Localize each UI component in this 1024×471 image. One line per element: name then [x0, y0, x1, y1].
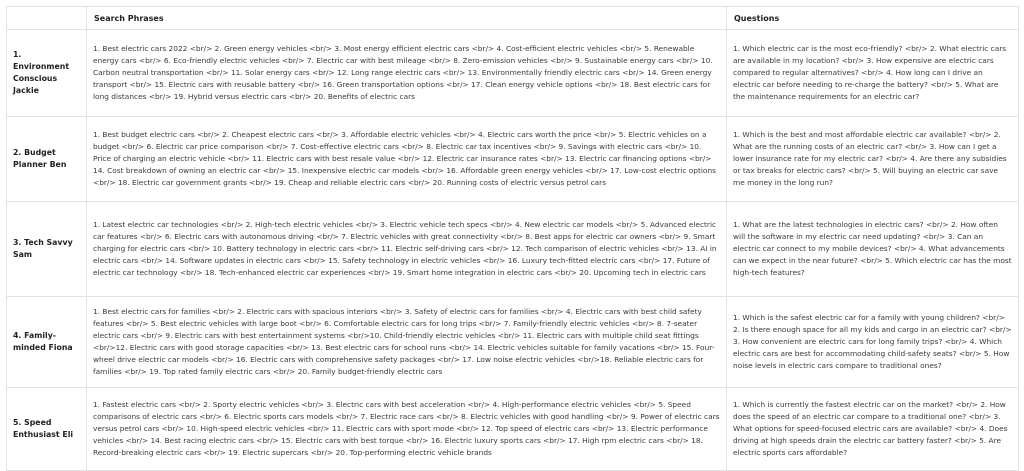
search-phrases-cell: 1. Best budget electric cars <br/> 2. Cheapest electric cars <br/> 3. Affordable electric vehicles <br/> 4. Electric cars worth the price <br/> 5. Electric vehicles on a budget <br/> 6. Electric car price comparison <br/> 7. Cost-effective electric cars <br/> 8. Electric car tax incentives <br/> 9. Savings with electric cars <br/> 10. Price of charging an electric vehicle <br/> 11. Electric cars with best resale value <br/> 12. Electric car insurance rates <br/> 13. Electric car financing options <br/> 14. Cost breakdown of owning an electric car <br/> 15. Inexpensive electric car models <br/> 16. Affordable green energy vehicles <br/> 17. Low-cost electric options <br/> 18. Electric car government grants <br/> 19. Cheap and reliable electric cars <br/> 20. Running costs of electric versus petrol cars	[87, 117, 727, 202]
table-row	[7, 30, 1019, 117]
table-row	[7, 202, 1019, 297]
persona-table	[6, 6, 1019, 471]
questions-cell: 1. Which electric car is the most eco-friendly? <br/> 2. What electric cars are available in my location? <br/> 3. How expensive are electric cars compared to regular alternatives? <br/> 4. How long can I drive an electric car before needing to re-charge the battery? <br/> 5. What are the maintenance requirements for an electric car?	[727, 30, 1019, 117]
search-phrases-cell: 1. Best electric cars for families <br/> 2. Electric cars with spacious interiors <br/> 3. Safety of electric cars for families <br/> 4. Electric cars with best child safety features <br/> 5. Best electric vehicles with large boot <br/> 6. Comfortable electric cars for long trips <br/> 7. Family-friendly electric vehicles <br/> 8. 7-seater electric cars <br/> 9. Electric cars with best entertainment systems <br/>10. Child-friendly electric vehicles <br/> 11. Electric cars with multiple child seat fittings <br/>12. Electric cars with good storage capacities <br/> 13. Best electric cars for school runs <br/> 14. Electric vehicles suitable for family vacations <br/> 15. Four-wheel drive electric car models <br/> 16. Electric cars with comprehensive safety packages <br/> 17. Low noise electric vehicles <br/>18. Reliable electric cars for families <br/> 19. Top rated family electric cars <br/> 20. Family budget-friendly electric cars	[87, 297, 727, 388]
header-row	[7, 7, 1019, 30]
header-search-phrases: Search Phrases	[87, 7, 727, 30]
persona-table-container	[6, 6, 1018, 471]
persona-cell: 2. Budget Planner Ben	[7, 117, 87, 202]
header-questions: Questions	[727, 7, 1019, 30]
table-row	[7, 388, 1019, 471]
persona-cell: 5. Speed Enthusiast Eli	[7, 388, 87, 471]
persona-cell: 1. Environment Conscious Jackie	[7, 30, 87, 117]
table-row	[7, 297, 1019, 388]
search-phrases-cell: 1. Best electric cars 2022 <br/> 2. Green energy vehicles <br/> 3. Most energy efficient electric cars <br/> 4. Cost-efficient electric vehicles <br/> 5. Renewable energy cars <br/> 6. Eco-friendly electric vehicles <br/> 7. Electric car with best mileage <br/> 8. Zero-emission vehicles <br/> 9. Sustainable energy cars <br/> 10. Carbon neutral transportation <br/> 11. Solar energy cars <br/> 12. Long range electric cars <br/> 13. Environmentally friendly electric cars <br/> 14. Green energy transport <br/> 15. Electric cars with reusable battery <br/> 16. Green transportation options <br/> 17. Clean energy vehicle options <br/> 18. Best electric cars for long distances <br/> 19. Hybrid versus electric cars <br/> 20. Benefits of electric cars	[87, 30, 727, 117]
persona-cell: 4. Family-minded Fiona	[7, 297, 87, 388]
search-phrases-cell: 1. Fastest electric cars <br/> 2. Sporty electric vehicles <br/> 3. Electric cars with best acceleration <br/> 4. High-performance electric vehicles <br/> 5. Speed comparisons of electric cars <br/> 6. Electric sports cars models <br/> 7. Electric race cars <br/> 8. Electric vehicles with good handling <br/> 9. Power of electric cars versus petrol cars <br/> 10. High-speed electric vehicles <br/> 11. Electric cars with sport mode <br/> 12. Top speed of electric cars <br/> 13. Electric performance vehicles <br/> 14. Best racing electric cars <br/> 15. Electric cars with best torque <br/> 16. Electric luxury sports cars <br/> 17. High rpm electric cars <br/> 18. Record-breaking electric cars <br/> 19. Electric supercars <br/> 20. Top-performing electric vehicle brands	[87, 388, 727, 471]
persona-cell: 3. Tech Savvy Sam	[7, 202, 87, 297]
search-phrases-cell: 1. Latest electric car technologies <br/> 2. High-tech electric vehicles <br/> 3. Electric vehicle tech specs <br/> 4. New electric car models <br/> 5. Advanced electric car features <br/> 6. Electric cars with autonomous driving <br/> 7. Electric vehicles with great connectivity <br/> 8. Best apps for electric car owners <br/> 9. Smart charging for electric cars <br/> 10. Battery technology in electric cars <br/> 11. Electric self-driving cars <br/> 12. Tech comparison of electric vehicles <br/> 13. AI in electric cars <br/> 14. Software updates in electric cars <br/> 15. Safety technology in electric vehicles <br/> 16. Luxury tech-fitted electric cars <br/> 17. Future of electric car technology <br/> 18. Tech-enhanced electric car experiences <br/> 19. Smart home integration in electric cars <br/> 20. Upcoming tech in electric cars	[87, 202, 727, 297]
questions-cell: 1. Which is the best and most affordable electric car available? <br/> 2. What are the running costs of an electric car? <br/> 3. How can I get a lower insurance rate for my electric car? <br/> 4. Are there any subsidies or tax breaks for electric cars? <br/> 5. Will buying an electric car save me money in the long run?	[727, 117, 1019, 202]
header-persona	[7, 7, 87, 30]
questions-cell: 1. Which is the safest electric car for a family with young children? <br/> 2. Is there enough space for all my kids and cargo in an electric car? <br/> 3. How convenient are electric cars for long family trips? <br/> 4. Which electric cars are best for accommodating child-safety seats? <br/> 5. How noise levels in electric cars compare to traditional ones?	[727, 297, 1019, 388]
table-row	[7, 117, 1019, 202]
questions-cell: 1. What are the latest technologies in electric cars? <br/> 2. How often will the software in my electric car need updating? <br/> 3. Can an electric car connect to my mobile devices? <br/> 4. What advancements can we expect in the near future? <br/> 5. Which electric car has the most high-tech features?	[727, 202, 1019, 297]
questions-cell: 1. Which is currently the fastest electric car on the market? <br/> 2. How does the speed of an electric car compare to a traditional one? <br/> 3. What options for speed-focused electric cars are available? <br/> 4. Does driving at high speeds drain the electric car battery faster? <br/> 5. Are electric sports cars affordable?	[727, 388, 1019, 471]
